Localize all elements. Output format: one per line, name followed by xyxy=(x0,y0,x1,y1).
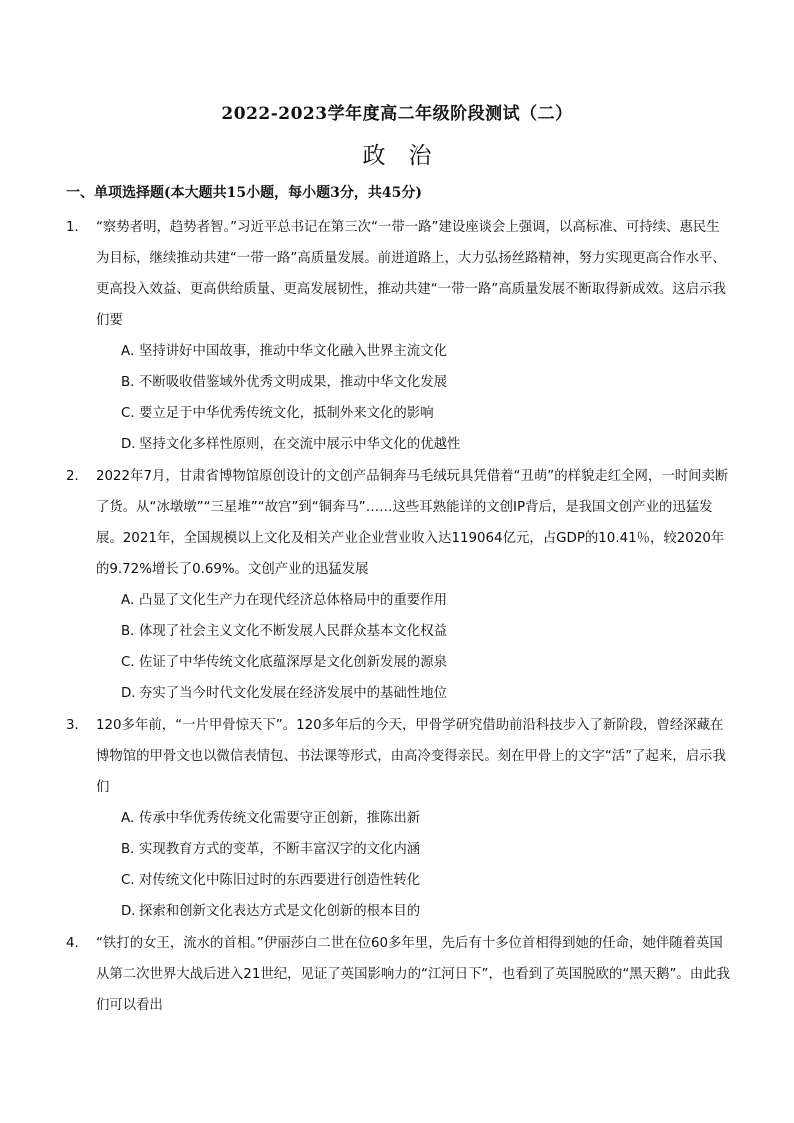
option-d: D．夯实了当今时代文化发展在经济发展中的基础性地位 xyxy=(121,686,447,701)
option-b: B．实现教育方式的变革，不断丰富汉字的文化内涵 xyxy=(121,842,421,857)
option-d: D．坚持文化多样性原则，在交流中展示中华文化的优越性 xyxy=(121,437,461,452)
question-stem: “铁打的女王，流水的首相。”伊丽莎白二世在位60多年里，先后有十多位首相得到她的任命，她伴随着英国从第二次世界大战后进入21世纪，见证了英国影响力的“江河日下”，也看到了英国脱欧的“黑天鹅”。由此我们可以看出 xyxy=(96,936,730,1013)
question-number: 1． xyxy=(66,220,88,235)
question-2-options xyxy=(121,585,447,709)
question-1 xyxy=(66,212,732,336)
option-b: B．体现了社会主义文化不断发展人民群众基本文化权益 xyxy=(121,624,447,639)
question-3 xyxy=(66,710,732,803)
option-a: A．坚持讲好中国故事，推动中华文化融入世界主流文化 xyxy=(121,344,447,359)
question-number: 4. xyxy=(66,936,79,951)
subject-title: 政 治 xyxy=(362,143,432,169)
option-b: B．不断吸收借鉴域外优秀文明成果，推动中华文化发展 xyxy=(121,375,447,390)
question-number: 2． xyxy=(66,469,88,484)
question-4 xyxy=(66,928,732,1021)
option-a: A．传承中华优秀传统文化需要守正创新，推陈出新 xyxy=(121,811,421,826)
option-c: C．佐证了中华传统文化底蕴深厚是文化创新发展的源泉 xyxy=(121,655,447,670)
option-c: C．要立足于中华优秀传统文化，抵制外来文化的影响 xyxy=(121,406,434,421)
question-stem: 2022年7月，甘肃省博物馆原创设计的文创产品铜奔马毛绒玩具凭借着“丑萌”的样貌走红全网，一时间卖断了货。从“冰墩墩”“三星堆”“故宫”到“铜奔马”……这些耳熟能详的文创IP背后，是我国文创产业的迅猛发展。2021年，全国规模以上文化及相关产业企业营业收入达119064亿元，占GDP的10.41％，较2020年的9.72%增长了0.69%。文创产业的迅猛发展 xyxy=(96,469,729,577)
option-c: C．对传统文化中陈旧过时的东西要进行创造性转化 xyxy=(121,873,421,888)
question-number: 3． xyxy=(66,718,88,733)
question-1-options xyxy=(121,336,460,460)
exam-title: 2022-2023学年度高二年级阶段测试（二） xyxy=(221,104,573,124)
option-a: A．凸显了文化生产力在现代经济总体格局中的重要作用 xyxy=(121,593,447,608)
question-stem: 120多年前，“一片甲骨惊天下”。120多年后的今天，甲骨学研究借助前沿科技步入了新阶段，曾经深藏在博物馆的甲骨文也以微信表情包、书法课等形式，由高冷变得亲民。刻在甲骨上的文字“活”了起来，启示我们 xyxy=(96,718,726,795)
question-stem: “察势者明，趋势者智。”习近平总书记在第三次“一带一路”建设座谈会上强调，以高标准、可持续、惠民生为目标，继续推动共建“一带一路”高质量发展。前进道路上，大力弘扬丝路精神，努力实现更高合作水平、更高投入效益、更高供给质量、更高发展韧性，推动共建“一带一路”高质量发展不断取得新成效。这启示我们要 xyxy=(96,220,726,328)
section-heading: 一、单项选择题(本大题共15小题，每小题3分，共45分) xyxy=(66,185,422,201)
question-3-options xyxy=(121,803,420,927)
question-2 xyxy=(66,461,732,585)
option-d: D．探索和创新文化表达方式是文化创新的根本目的 xyxy=(121,904,421,919)
